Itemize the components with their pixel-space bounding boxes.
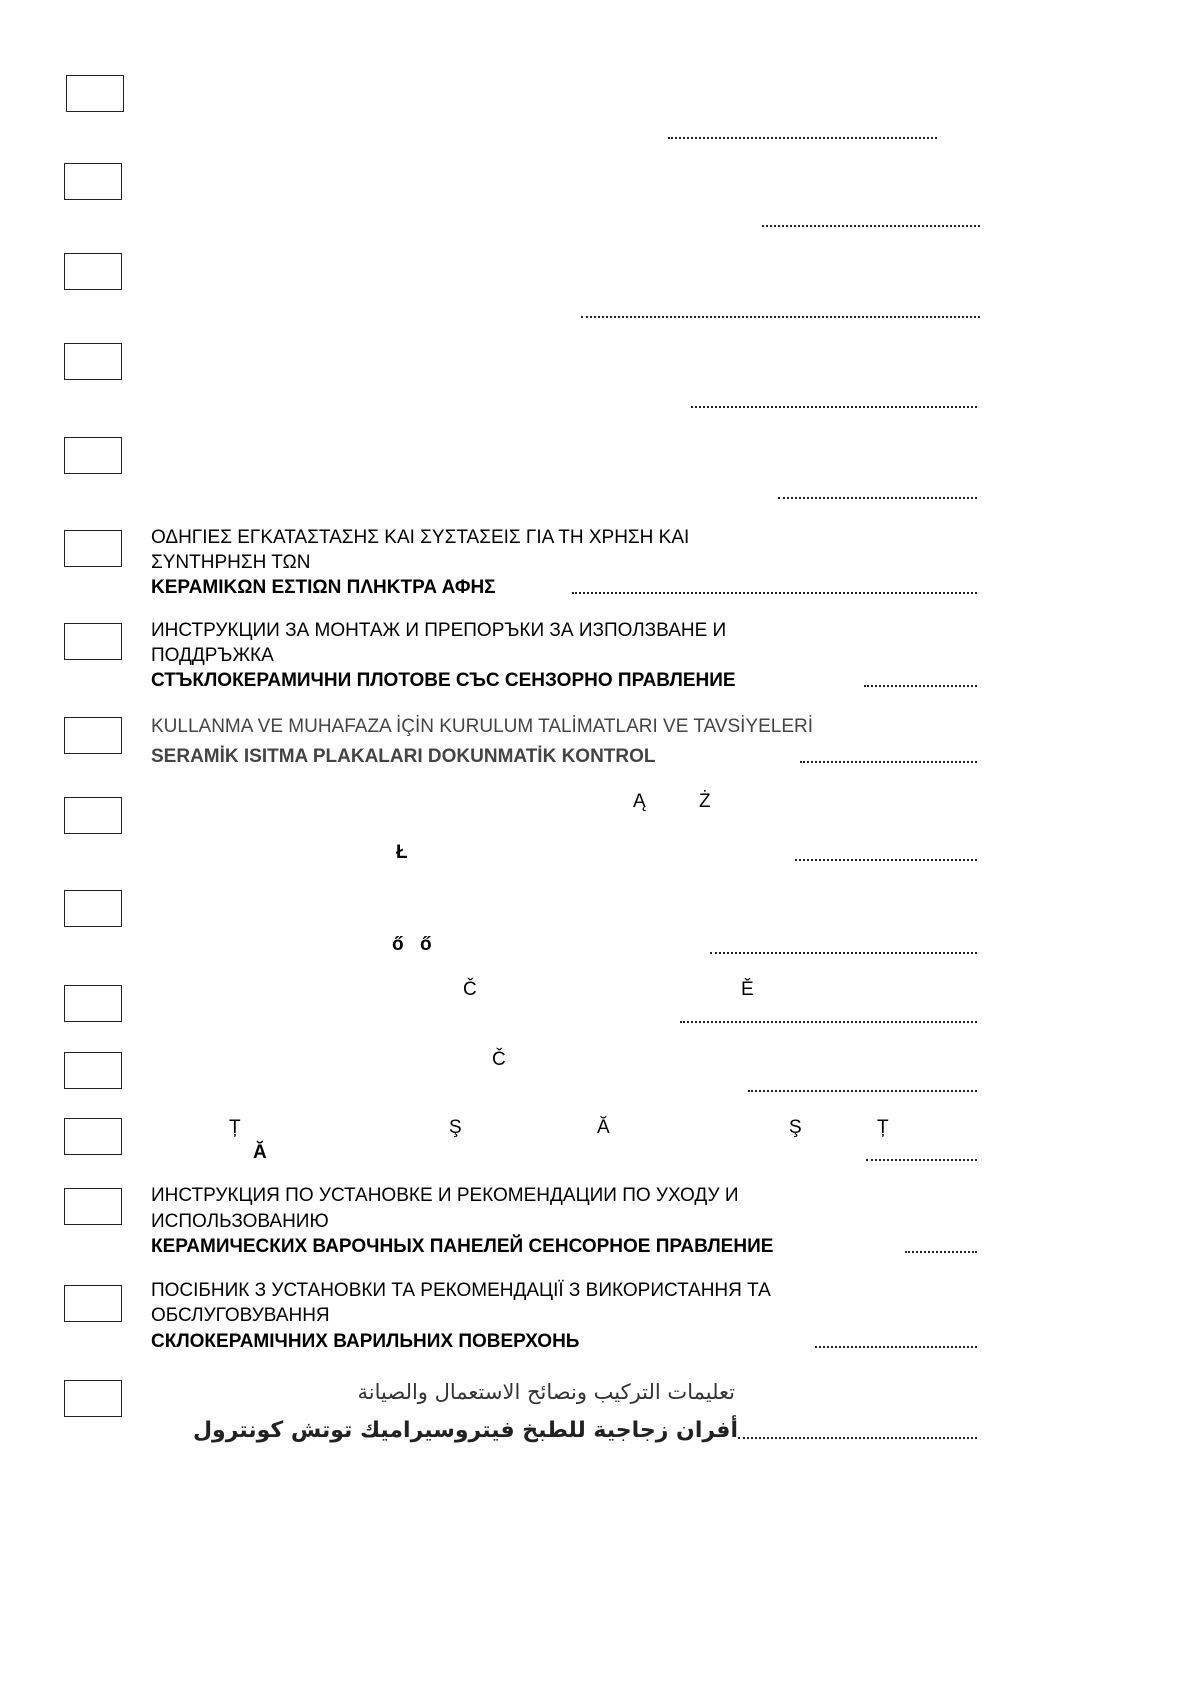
dotted-leader xyxy=(866,1159,977,1161)
dotted-leader xyxy=(815,1346,977,1348)
checkbox-1[interactable] xyxy=(66,75,124,112)
romanian-char: Ț xyxy=(229,1117,241,1138)
ukrainian-product: СКЛОКЕРАМІЧНИХ ВАРИЛЬНИХ ПОВЕРХОНЬ xyxy=(151,1331,580,1352)
romanian-char: Ş xyxy=(449,1117,462,1138)
dotted-leader xyxy=(680,1021,977,1023)
bulgarian-title-line1: ИНСТРУКЦИИ ЗА МОНТАЖ И ПРЕПОРЪКИ ЗА ИЗПОЛЗВАНЕ И xyxy=(151,620,727,641)
hungarian-char: ő xyxy=(392,934,404,955)
ukrainian-title-line1: ПОСІБНИК З УСТАНОВКИ ТА РЕКОМЕНДАЦІЇ З ВИКОРИСТАННЯ ТА xyxy=(151,1280,771,1301)
checkbox-russian[interactable] xyxy=(64,1188,122,1225)
checkbox-slovak[interactable] xyxy=(64,1052,122,1089)
checkbox-5[interactable] xyxy=(64,437,122,474)
polish-char: Ż xyxy=(699,791,711,812)
dotted-leader xyxy=(864,685,977,687)
checkbox-4[interactable] xyxy=(64,343,122,380)
turkish-title: KULLANMA VE MUHAFAZA İÇİN KURULUM TALİMATLARI VE TAVSİYELERİ xyxy=(151,716,814,737)
dotted-leader xyxy=(762,225,980,227)
checkbox-arabic[interactable] xyxy=(64,1380,122,1417)
dotted-leader xyxy=(710,952,977,954)
greek-product: ΚΕΡΑΜΙΚΩΝ ΕΣΤΙΩΝ ΠΛΗΚΤΡΑ ΑΦΗΣ xyxy=(151,577,496,598)
checkbox-hungarian[interactable] xyxy=(64,890,122,927)
checkbox-turkish[interactable] xyxy=(64,717,122,754)
checkbox-polish[interactable] xyxy=(64,797,122,834)
russian-title-line2: ИСПОЛЬЗОВАНИЮ xyxy=(151,1211,329,1232)
arabic-title: تعليمات التركيب ونصائح الاستعمال والصيانة xyxy=(357,1380,735,1404)
dotted-leader xyxy=(691,406,977,408)
czech-char: Ě xyxy=(741,979,754,1000)
bulgarian-product: СТЪКЛОКЕРАМИЧНИ ПЛОТОВЕ СЪС СЕНЗОРНО ПРАВЛЕНИЕ xyxy=(151,670,736,691)
checkbox-ukrainian[interactable] xyxy=(64,1285,122,1322)
ukrainian-title-line2: ОБСЛУГОВУВАННЯ xyxy=(151,1305,330,1326)
russian-product: КЕРАМИЧЕСКИХ ВАРОЧНЫХ ПАНЕЛЕЙ СЕНСОРНОЕ ПРАВЛЕНИЕ xyxy=(151,1236,774,1257)
checkbox-greek[interactable] xyxy=(64,530,122,567)
dotted-leader xyxy=(668,137,937,139)
polish-char: Ą xyxy=(633,791,646,812)
arabic-product: أفران زجاجية للطبخ فيتروسيراميك توتش كونترول xyxy=(192,1418,738,1443)
checkbox-czech[interactable] xyxy=(64,985,122,1022)
dotted-leader xyxy=(905,1251,977,1253)
dotted-leader xyxy=(748,1090,977,1092)
hungarian-char: ő xyxy=(420,934,432,955)
romanian-char: Ă xyxy=(253,1142,267,1163)
bulgarian-title-line2: ПОДДРЪЖКА xyxy=(151,645,274,666)
greek-title-line2: ΣΥΝΤΗΡΗΣΗ ΤΩΝ xyxy=(151,552,311,573)
checkbox-romanian[interactable] xyxy=(64,1118,122,1155)
romanian-char: Ş xyxy=(789,1117,802,1138)
polish-char: Ł xyxy=(396,842,408,863)
romanian-char: Ă xyxy=(597,1117,610,1138)
romanian-char: Ț xyxy=(877,1117,889,1138)
checkbox-2[interactable] xyxy=(64,163,122,200)
dotted-leader xyxy=(572,592,977,594)
turkish-product: SERAMİK ISITMA PLAKALARI DOKUNMATİK KONTROL xyxy=(151,746,656,767)
checkbox-3[interactable] xyxy=(64,253,122,290)
czech-char: Č xyxy=(463,979,477,1000)
slovak-char: Č xyxy=(492,1049,506,1070)
greek-title-line1: ΟΔΗΓΙΕΣ ΕΓΚΑΤΑΣΤΑΣΗΣ ΚΑΙ ΣΥΣΤΑΣΕΙΣ ΓΙΑ ΤΗ ΧΡΗΣΗ ΚΑΙ xyxy=(151,527,690,548)
dotted-leader xyxy=(738,1437,977,1439)
dotted-leader xyxy=(778,497,977,499)
dotted-leader xyxy=(581,316,980,318)
dotted-leader xyxy=(800,761,977,763)
russian-title-line1: ИНСТРУКЦИЯ ПО УСТАНОВКЕ И РЕКОМЕНДАЦИИ ПО УХОДУ И xyxy=(151,1185,739,1206)
checkbox-bulgarian[interactable] xyxy=(64,623,122,660)
dotted-leader xyxy=(795,859,977,861)
